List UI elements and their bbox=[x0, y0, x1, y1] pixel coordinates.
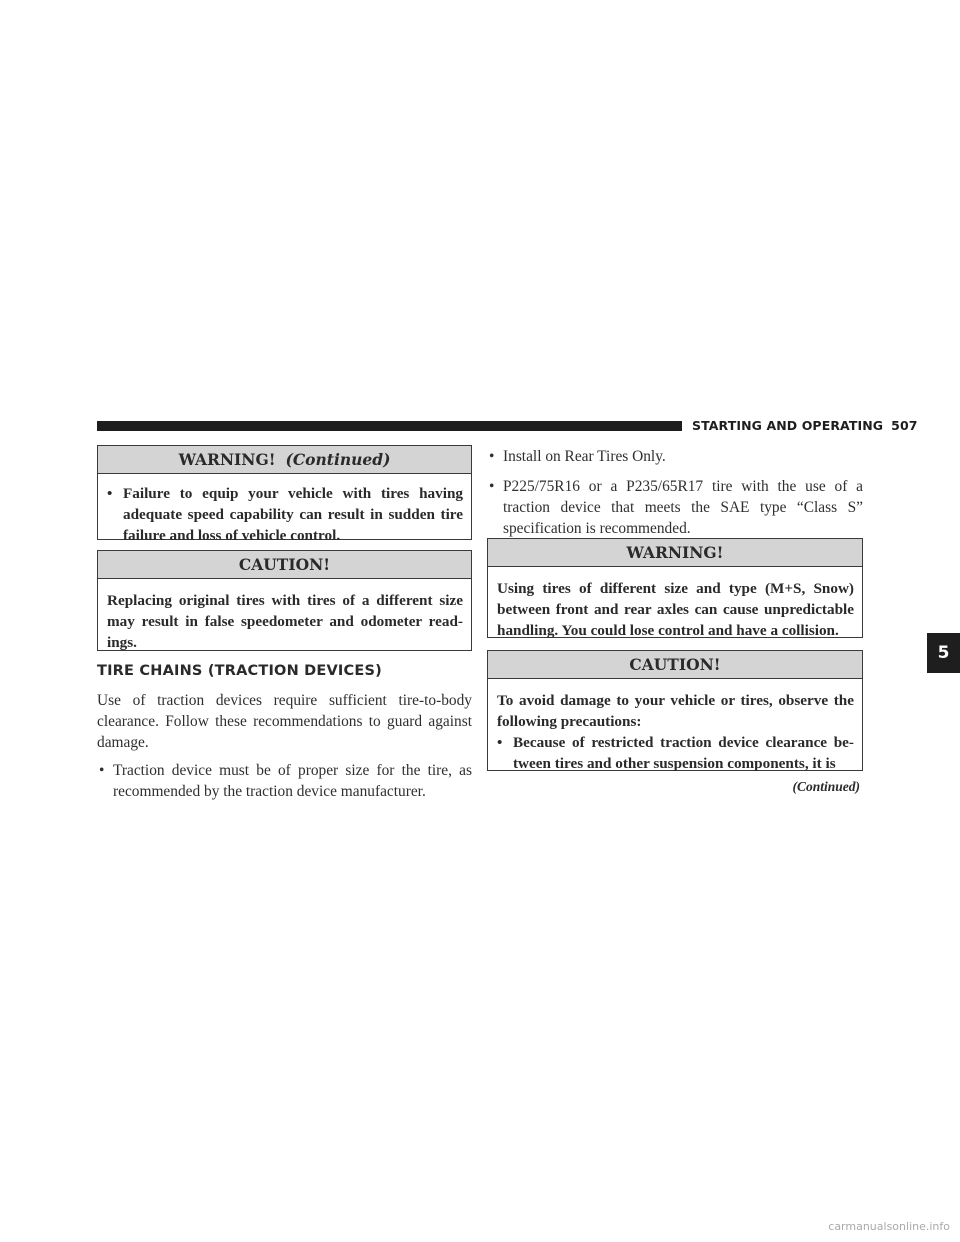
caution-body-left: Replacing original tires with tires of a different size may result in false speedometer and odometer read-ings. bbox=[107, 592, 463, 651]
warning-box-right bbox=[487, 538, 863, 638]
intro-paragraph: Use of traction devices require sufficient tire-to-body clearance. Follow these recommendations to guard against damage. bbox=[97, 692, 472, 751]
caution-body-right bbox=[488, 679, 862, 774]
page-number: 507 bbox=[891, 418, 918, 433]
warning-header-right bbox=[488, 539, 862, 567]
warning-title: WARNING! bbox=[178, 450, 276, 469]
section-heading: TIRE CHAINS (TRACTION DEVICES) bbox=[97, 663, 382, 679]
list-item-text: Traction device must be of proper size for the tire, as recommended by the traction device manufacturer. bbox=[113, 762, 472, 800]
bullet-dot-icon: • bbox=[99, 762, 105, 779]
warning-continued-header bbox=[98, 446, 471, 474]
caution-box-left bbox=[97, 550, 472, 651]
section-title: STARTING AND OPERATING bbox=[692, 418, 884, 433]
warning-continued-body bbox=[98, 474, 471, 546]
list-item-text: P225/75R16 or a P235/65R17 tire with the use of a traction device that meets the SAE type “Class S” specification is recommended. bbox=[503, 478, 863, 537]
caution-box-right bbox=[487, 650, 863, 771]
caution-header-right bbox=[488, 651, 862, 679]
caution-header-left bbox=[98, 551, 471, 579]
header-rule bbox=[97, 421, 682, 431]
warning-title-right: WARNING! bbox=[626, 543, 724, 562]
bullet-dot-icon: • bbox=[107, 485, 113, 502]
running-header bbox=[692, 418, 918, 434]
warning-continued-label: (Continued) bbox=[285, 450, 391, 469]
caution-bullet bbox=[497, 732, 854, 774]
watermark: carmanualsonline.info bbox=[828, 1220, 950, 1233]
bullet-dot-icon: • bbox=[489, 448, 495, 465]
list-item bbox=[489, 476, 863, 542]
bullet-dot-icon: • bbox=[497, 734, 503, 751]
bullet-dot-icon: • bbox=[489, 478, 495, 495]
list-item-text: Install on Rear Tires Only. bbox=[503, 448, 666, 465]
warning-bullet bbox=[107, 483, 463, 546]
chapter-tab[interactable]: 5 bbox=[927, 633, 960, 673]
caution-bullet-text: Because of restricted traction device clearance be-tween tires and other suspension components, it is bbox=[513, 734, 854, 772]
caution-intro: To avoid damage to your vehicle or tires, observe the following precautions: bbox=[497, 692, 854, 730]
list-item bbox=[489, 446, 863, 468]
list-item bbox=[99, 760, 472, 804]
warning-continued-box bbox=[97, 445, 472, 544]
warning-bullet-text: Failure to equip your vehicle with tires having adequate speed capability can result in sudden tire failure and loss of vehicle control. bbox=[123, 485, 463, 544]
caution-title-right: CAUTION! bbox=[629, 655, 721, 674]
continued-label: (Continued) bbox=[792, 779, 860, 794]
warning-body-right: Using tires of different size and type (M+S, Snow) between front and rear axles can cause unpredictable handling. You could lose control and have a collision. bbox=[497, 580, 854, 639]
caution-title-left: CAUTION! bbox=[238, 555, 331, 574]
